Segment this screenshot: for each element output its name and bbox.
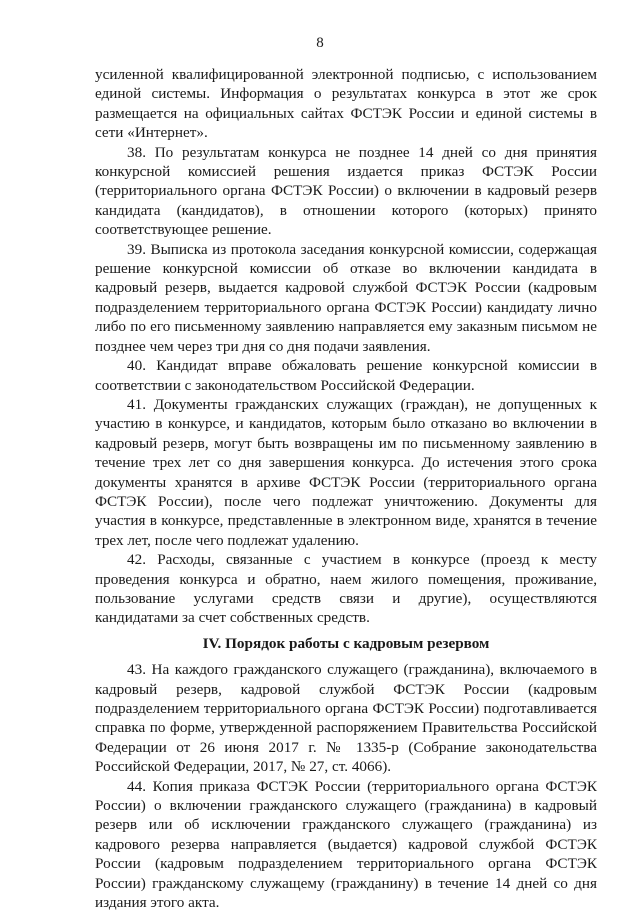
paragraph-continuation: усиленной квалифицированной электронной подписью, с использованием единой системы. Информация о результатах конкурса в этот же срок размещается на официальных сайтах ФСТЭК России и единой системы в сети «Интернет». xyxy=(95,66,597,142)
paragraph-43: 43. На каждого гражданского служащего (гражданина), включаемого в кадровый резерв, кадровой службой ФСТЭК России (кадровым подразделением территориального органа ФСТЭК России) подготавливается справка по форме, утвержденной распоряжением Правительства Российской Федерации от 26 июня 2017 г. № 1335-р (Собрание законодательства Российской Федерации, 2017, № 27, ст. 4066). xyxy=(95,661,597,776)
page-number: 8 xyxy=(316,35,324,51)
document-body xyxy=(95,65,597,912)
paragraph-41: 41. Документы гражданских служащих (граждан), не допущенных к участию в конкурсе, и кандидатов, которым было отказано во включении в кадровый резерв, могут быть возвращены им по письменному заявлению в течение трех лет со дня завершения конкурса. До истечения этого срока документы хранятся в архиве ФСТЭК России (территориального органа ФСТЭК России), после чего подлежат уничтожению. Документы для участия в конкурсе, представленные в электронном виде, хранятся в течение трех лет, после чего подлежат удалению. xyxy=(95,395,597,549)
section-heading: IV. Порядок работы с кадровым резервом xyxy=(202,634,490,652)
paragraph-40: 40. Кандидат вправе обжаловать решение конкурсной комиссии в соответствии с законодательством Российской Федерации. xyxy=(95,357,597,394)
paragraph-42: 42. Расходы, связанные с участием в конкурсе (проезд к месту проведения конкурса и обратно, наем жилого помещения, проживание, пользование услугами средств связи и другие), осуществляются кандидатами за счет собственных средств. xyxy=(95,551,597,627)
paragraph-39: 39. Выписка из протокола заседания конкурсной комиссии, содержащая решение конкурсной комиссии об отказе во включении кандидата в кадровый резерв, выдается кадровой службой ФСТЭК России (кадровым подразделением территориального органа ФСТЭК России) кандидату лично либо по его письменному заявлению направляется ему заказным письмом не позднее чем через три дня со дня подачи заявления. xyxy=(95,240,597,355)
paragraph-44: 44. Копия приказа ФСТЭК России (территориального органа ФСТЭК России) о включении гражданского служащего (гражданина) в кадровый резерв или об исключении гражданского служащего (гражданина) из кадрового резерва направляется (выдается) кадровой службой ФСТЭК России (кадровым подразделением территориального органа ФСТЭК России) гражданскому служащему (гражданину) в течение 14 дней со дня издания этого акта. xyxy=(95,777,597,912)
paragraph-38: 38. По результатам конкурса не позднее 14 дней со дня принятия конкурсной комиссией решения издается приказ ФСТЭК России (территориального органа ФСТЭК России) о включении в кадровый резерв кандидата (кандидатов), в отношении которого (которых) принято соответствующее решение. xyxy=(95,143,597,239)
